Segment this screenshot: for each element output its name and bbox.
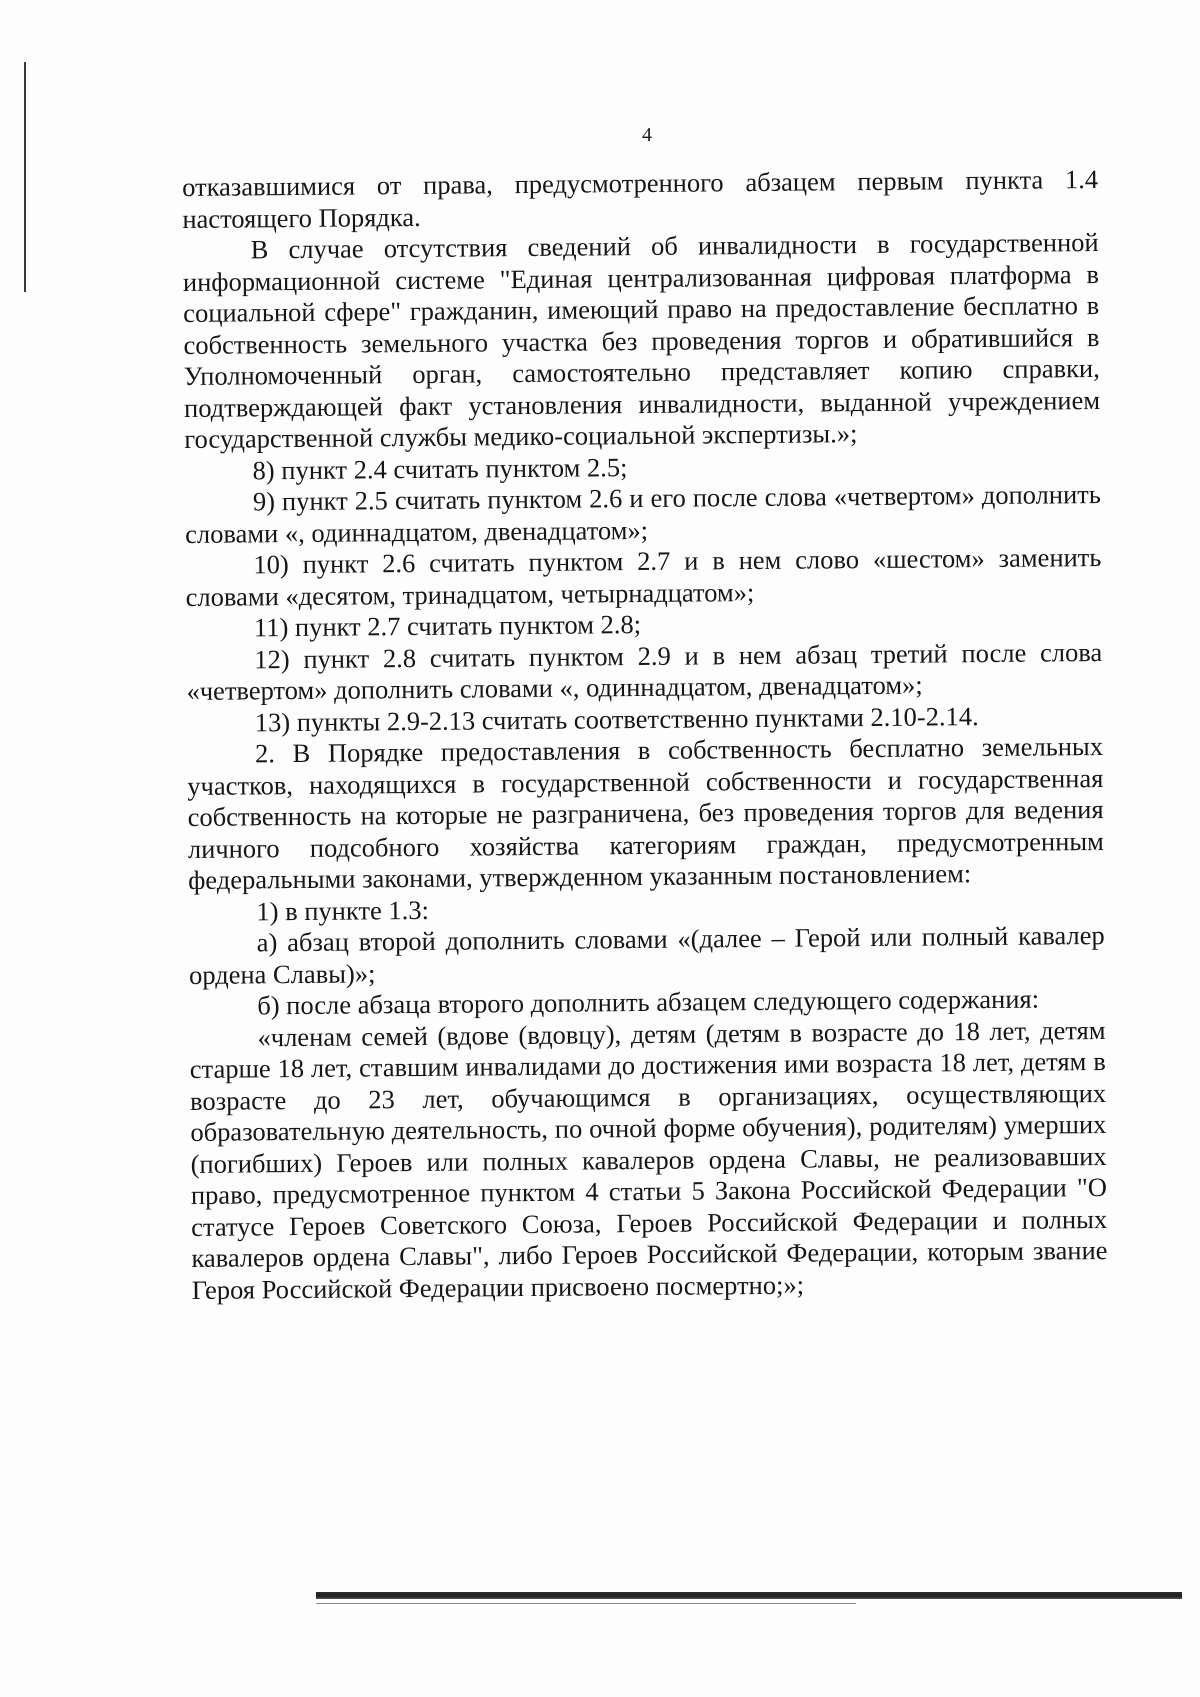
scan-bottom-edge bbox=[316, 1592, 1182, 1599]
paragraph: 12) пункт 2.8 считать пунктом 2.9 и в нем абзац третий после слова «четвертом» дополнить словами «, одиннадцатом, двенадцатом»; bbox=[186, 636, 1103, 706]
paragraph: 1) в пункте 1.3: bbox=[256, 894, 430, 926]
paragraph: отказавшимися от права, предусмотренного абзацем первым пункта 1.4 настоящего Порядка. bbox=[182, 164, 1099, 234]
paragraph: 11) пункт 2.7 считать пунктом 2.8; bbox=[253, 609, 642, 643]
paragraph: 9) пункт 2.5 считать пунктом 2.6 и его после слова «четвертом» дополнить словами «, одиннадцатом, двенадцатом»; bbox=[185, 478, 1101, 549]
paragraph: б) после абзаца второго дополнить абзацем следующего содержания: bbox=[257, 983, 1040, 1021]
paragraph: 2. В Порядке предоставления в собственность бесплатно земельных участков, находящихся в государственной собственности и государственная собственность на которые не разграничена, без проведения торгов для ведения личного подсобного хозяйства категориям граждан, предусмотренным федеральными законами, утвержденном указанным постановлением: bbox=[187, 730, 1104, 895]
paragraph: 13) пункты 2.9-2.13 считать соответственно пунктами 2.10-2.14. bbox=[254, 700, 979, 737]
paragraph: а) абзац второй дополнить словами «(далее – Герой или полный кавалер ордена Славы)»; bbox=[188, 919, 1105, 990]
page-number: 4 bbox=[642, 124, 652, 146]
paragraph: «членам семей (вдове (вдовцу), детям (детям в возрасте до 18 лет, детям старше 18 лет, ставшим инвалидами до достижения ими возраста 18 лет, детям в возрасте до 23 лет, обучающимся в организациях, осуществляющих образовательную деятельность, по очной форме обучения), родителям) умерших (погибших) Героев или полных кавалеров ордена Славы, не реализовавших право, предусмотренное пунктом 4 статьи 5 Закона Российской Федерации "О статусе Героев Советского Союза, Героев Российской Федерации и полных кавалеров ордена Славы", либо Героев Российской Федерации, которым звание Героя Российской Федерации присвоено посмертно;»; bbox=[189, 1014, 1108, 1305]
paragraph: 8) пункт 2.4 считать пунктом 2.5; bbox=[252, 451, 628, 485]
scan-edge-mark bbox=[24, 62, 26, 292]
scan-bottom-edge-thin bbox=[316, 1603, 856, 1604]
paragraph: 10) пункт 2.6 считать пунктом 2.7 и в нем слово «шестом» заменить словами «десятом, тринадцатом, четырнадцатом»; bbox=[185, 541, 1102, 612]
document-body bbox=[182, 164, 1108, 1306]
paragraph: В случае отсутствия сведений об инвалидности в государственной информационной системе "Единая централизованная цифровая платформа в социальной сфере" гражданин, имеющий право на предоставление бесплатно в собственность земельного участка без проведения торгов и обратившийся в Уполномоченный орган, самостоятельно представляет копию справки, подтверждающей факт установления инвалидности, выданной учреждением государственной службы медико-социальной экспертизы.»; bbox=[182, 227, 1101, 454]
